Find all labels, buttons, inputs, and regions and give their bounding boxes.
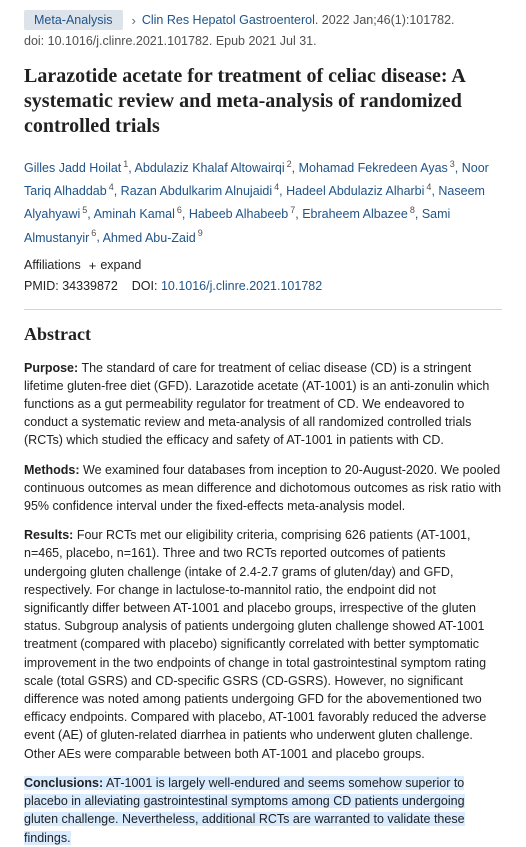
affiliation-number[interactable]: 9 [197, 228, 203, 239]
citation-row [24, 0, 502, 30]
doi-link[interactable]: 10.1016/j.clinre.2021.101782 [160, 278, 323, 293]
conclusions-label: Conclusions: [24, 775, 104, 790]
affiliation-number[interactable]: 6 [91, 228, 97, 239]
article-title: Larazotide acetate for treatment of celiac disease: A systematic review and meta-analysis of randomized controlled trials [24, 65, 465, 137]
article-ids [24, 279, 502, 293]
author-link[interactable]: Ahmed Abu-Zaid [102, 230, 196, 245]
doi-label: DOI: [131, 278, 158, 293]
affiliation-number[interactable]: 1 [123, 159, 129, 169]
abstract-heading: Abstract [24, 323, 91, 344]
affiliation-number[interactable]: 2 [286, 159, 292, 169]
abstract-conclusions [24, 774, 502, 847]
methods-text: We examined four databases from inception to 20-August-2020. We pooled continuous outcomes as mean difference and dichotomous outcomes as risk ratio with 95% confidence interval under the fixed-effects meta-analysis model. [24, 462, 502, 514]
author-link[interactable]: Ebraheem Albazee [302, 207, 408, 222]
author-item [102, 228, 203, 245]
author-list: Gilles Jadd Hoilat $^1$, Abdulaziz Khalaf Altowairqi $^2$, Mohamad Fekredeen Ayas $^3$, Noor Tariq Alhaddab $^4$, Razan Abdulkarim Alnujaidi $^4$, Hadeel Abdulaziz Alharbi $^4$, Naseem Alyahyawi $^5$, Aminah Kamal $^6$, Habeeb Alhabeeb $^7$, Ebraheem Albazee $^8$, Sami Almustanyir $^6$, Ahmed Abu-Zaid $^9$ [24, 159, 489, 245]
affiliations-toggle[interactable] [24, 258, 502, 273]
affiliation-number[interactable]: 4 [426, 182, 432, 193]
affiliations-label: Affiliations [24, 258, 81, 273]
author-item [135, 161, 292, 175]
methods-label: Methods: [24, 462, 80, 477]
chevron-right-icon: › [131, 12, 136, 28]
plus-icon: + [88, 257, 97, 273]
expand-label: expand [100, 258, 142, 273]
conclusions-text: AT-1001 is largely well-endured and seems somehow superior to placebo in alleviating gastrointestinal symptoms among CD patients undergoing gluten challenge. Nevertheless, additional RCTs are warranted to validate these findings. [24, 775, 465, 845]
affiliation-number[interactable]: 8 [409, 205, 415, 216]
author-item [189, 207, 295, 221]
author-link[interactable]: Naseem Alyahyawi [24, 184, 485, 222]
author-link[interactable]: Abdulaziz Khalaf Altowairqi [134, 161, 285, 176]
abstract-purpose [24, 359, 502, 450]
results-label: Results: [24, 528, 74, 543]
affiliation-number[interactable]: 4 [274, 182, 280, 193]
author-link[interactable]: Aminah Kamal [93, 207, 175, 222]
affiliation-number[interactable]: 5 [82, 205, 88, 216]
journal-link[interactable]: Clin Res Hepatol Gastroenterol [141, 13, 315, 27]
author-item [299, 161, 455, 175]
publication-type-badge[interactable]: Meta-Analysis [24, 10, 123, 30]
author-item [286, 184, 431, 198]
author-link[interactable]: Hadeel Abdulaziz Alharbi [286, 184, 425, 199]
affiliation-number[interactable]: 6 [176, 205, 182, 216]
affiliation-number[interactable]: 7 [290, 205, 296, 216]
author-link[interactable]: Razan Abdulkarim Alnujaidi [120, 184, 273, 199]
citation-details: . 2022 Jan;46(1):101782. [314, 13, 455, 27]
affiliation-number[interactable]: 4 [108, 182, 114, 193]
author-item [94, 207, 182, 221]
author-item [302, 207, 415, 221]
author-link[interactable]: Mohamad Fekredeen Ayas [298, 161, 448, 176]
pmid-value: 34339872 [62, 278, 118, 293]
author-link[interactable]: Noor Tariq Alhaddab [24, 161, 489, 199]
pmid-label: PMID: [24, 278, 59, 293]
results-text: Four RCTs met our eligibility criteria, comprising 626 patients (AT-1001, n=465, placebo, n=161). Three and two RCTs reported outcomes of patients undergoing gluten challenge (intake of 2.4-2.7 grams of gluten/day) and GFD, respectively. For change in lactulose-to-mannitol ratio, the endpoint did not significantly differ between AT-1001 and placebo groups, irrespective of the gluten status. Subgroup analysis of patients undergoing gluten challenge showed AT-1001 treatment (compared with placebo) significantly correlated with better symptomatic improvement in the two endpoints of change in total gastrointestinal symptom rating scale (total GSRS) and CD-specific GSRS (CD-GSRS). However, no significant difference was noted among patients undergoing GFD for the abovementioned two efficacy endpoints. Compared with placebo, AT-1001 favorably reduced the adverse event (AE) of gluten-related diarrhea in patients who underwent gluten challenge. Other AEs were comparable between both AT-1001 and placebo groups. [24, 528, 487, 761]
abstract-methods [24, 461, 502, 516]
author-item [121, 184, 280, 198]
purpose-text: The standard of care for treatment of celiac disease (CD) is a stringent lifetime gluten-free diet (GFD). Larazotide acetate (AT-1001) is an anti-zonulin which functions as a gut permeability regulator for treatment of CD. We endeavored to conduct a systematic review and meta-analysis of all randomized controlled trials (RCTs) which studied the efficacy and safety of AT-1001 in patients with CD. [24, 360, 490, 448]
author-item [24, 161, 128, 175]
abstract-results [24, 526, 502, 763]
doi-epub-line: doi: 10.1016/j.clinre.2021.101782. Epub 2021 Jul 31. [24, 34, 317, 48]
affiliation-number[interactable]: 3 [449, 159, 455, 169]
section-divider [24, 309, 502, 310]
author-link[interactable]: Sami Almustanyir [24, 207, 451, 245]
purpose-label: Purpose: [24, 360, 79, 375]
author-link[interactable]: Gilles Jadd Hoilat [24, 161, 122, 176]
author-link[interactable]: Habeeb Alhabeeb [188, 207, 289, 222]
